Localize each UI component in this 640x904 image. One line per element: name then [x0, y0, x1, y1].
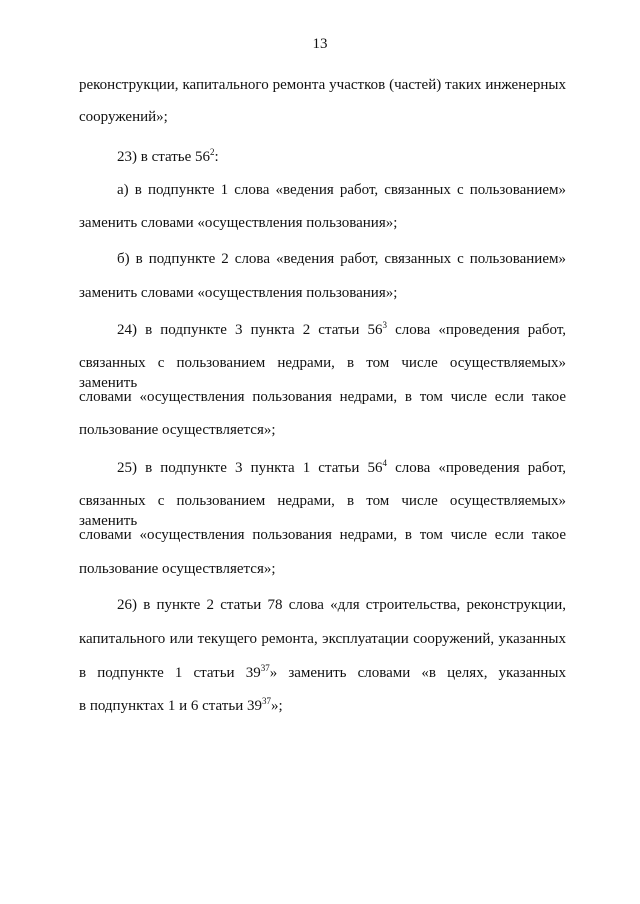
text-line: словами «осуществления пользования недрами, в том числе если такое	[79, 389, 566, 405]
text-span: слова «проведения работ,	[387, 460, 567, 476]
text-span: слова «проведения работ,	[387, 322, 567, 338]
superscript: 37	[260, 663, 270, 673]
text-line	[117, 458, 566, 478]
text-line: связанных с пользованием недрами, в том числе осуществляемых» заменить	[79, 493, 566, 529]
superscript: 4	[382, 458, 388, 468]
text-line: сооружений»;	[79, 109, 168, 125]
text-line	[79, 696, 566, 716]
text-line: 26) в пункте 2 статьи 78 слова «для строительства, реконструкции,	[117, 597, 566, 613]
text-line: словами «осуществления пользования недрами, в том числе если такое	[79, 527, 566, 543]
text-line: заменить словами «осуществления пользования»;	[79, 285, 398, 301]
text-span: 25) в подпункте 3 пункта 1 статьи 56	[117, 460, 383, 476]
text-line: б) в подпункте 2 слова «ведения работ, связанных с пользованием»	[117, 251, 566, 267]
text-line: заменить словами «осуществления пользования»;	[79, 215, 398, 231]
text-line: а) в подпункте 1 слова «ведения работ, связанных с пользованием»	[117, 182, 566, 198]
text-line: реконструкции, капитального ремонта участков (частей) таких инженерных	[79, 77, 566, 93]
superscript: 2	[210, 147, 215, 157]
text-span: :	[214, 149, 219, 165]
item-heading	[117, 147, 566, 167]
superscript: 3	[382, 320, 388, 330]
text-span: »;	[270, 698, 283, 714]
text-span: 23) в статье 56	[117, 149, 211, 165]
text-line	[79, 663, 566, 683]
text-line	[117, 320, 566, 340]
text-line: капитального или текущего ремонта, эксплуатации сооружений, указанных	[79, 631, 566, 647]
text-span: » заменить словами «в целях, указанных	[269, 665, 566, 681]
text-line: пользование осуществляется»;	[79, 561, 276, 577]
text-line: связанных с пользованием недрами, в том числе осуществляемых» заменить	[79, 355, 566, 391]
text-span: 24) в подпункте 3 пункта 2 статьи 56	[117, 322, 383, 338]
text-span: в подпунктах 1 и 6 статьи 39	[79, 698, 262, 714]
text-span: в подпункте 1 статьи 39	[79, 665, 261, 681]
text-line: пользование осуществляется»;	[79, 422, 276, 438]
superscript: 37	[261, 696, 271, 706]
page-number: 13	[312, 36, 328, 52]
